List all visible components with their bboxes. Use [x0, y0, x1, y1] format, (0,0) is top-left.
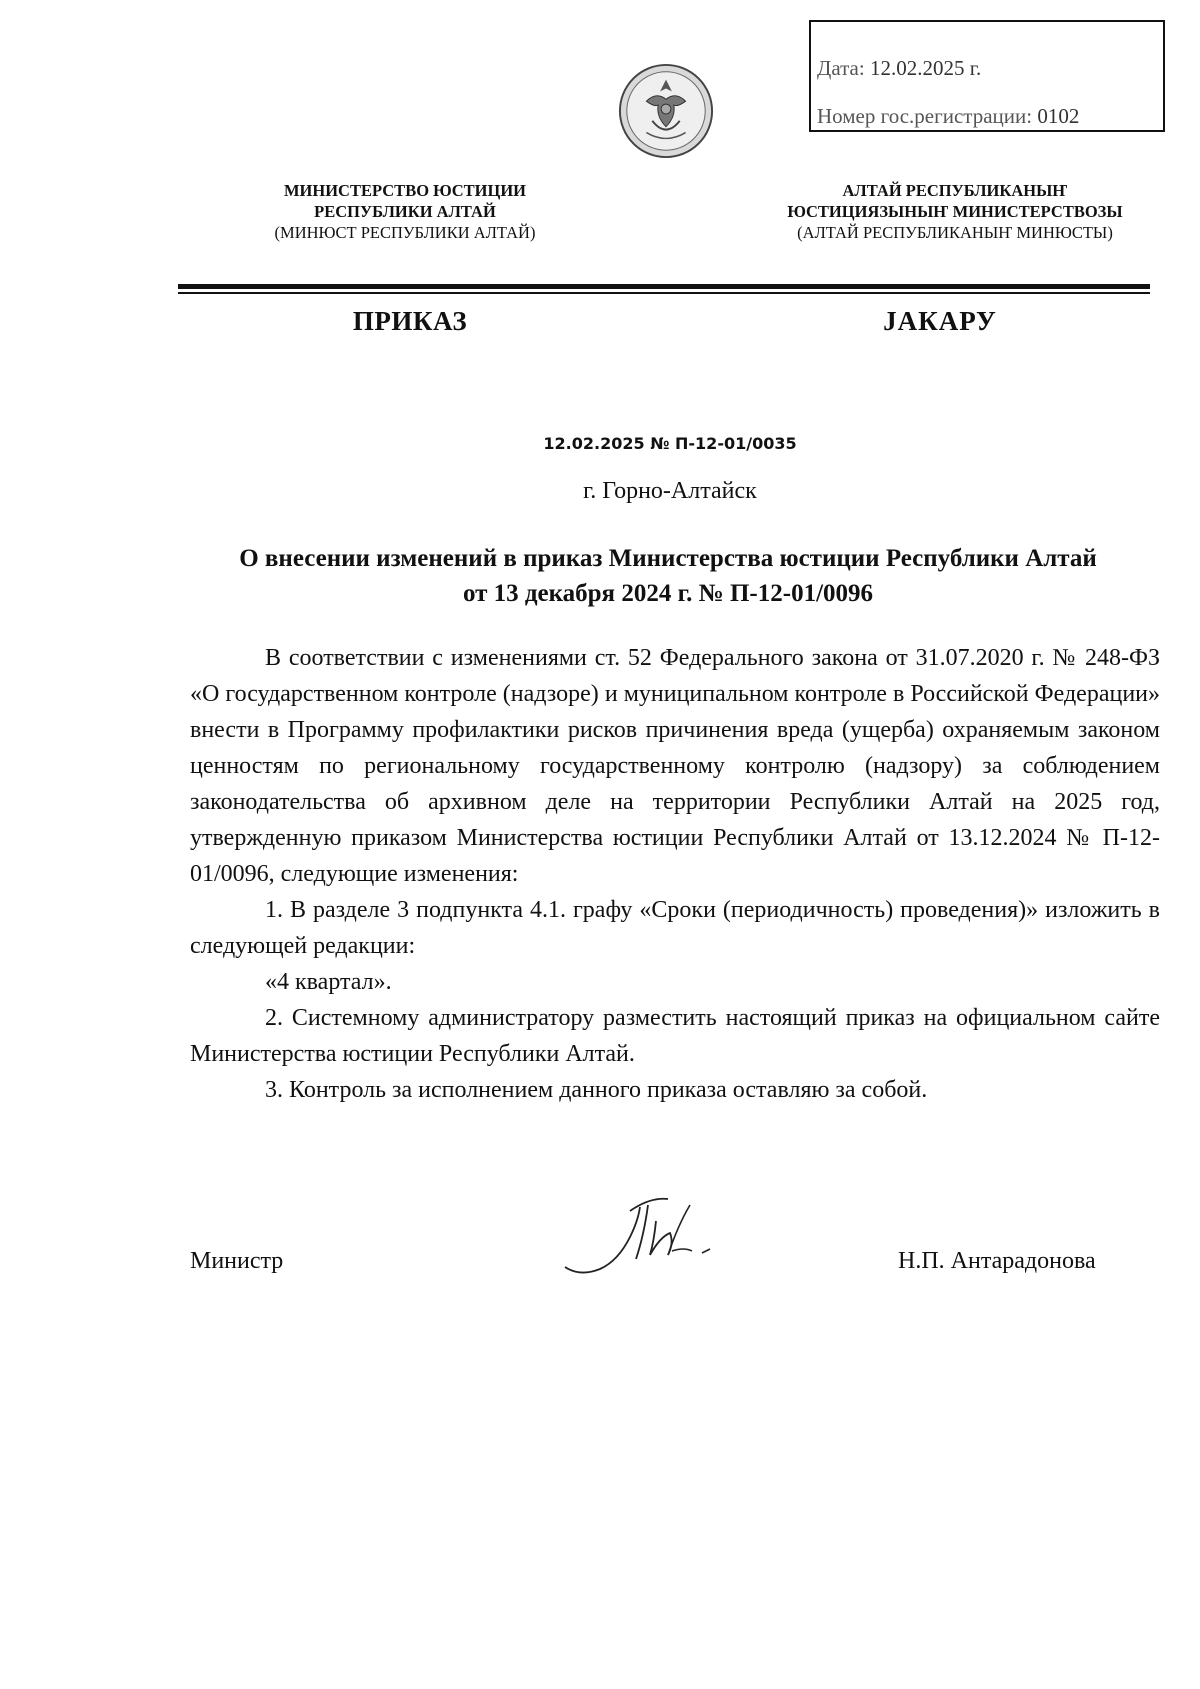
- registration-number-value: 0102: [1037, 104, 1080, 128]
- body-paragraph-intro: В соответствии с изменениями ст. 52 Федерального закона от 31.07.2020 г. № 248-ФЗ «О государственном контроле (надзоре) и муниципальном контроле в Российской Федерации» внести в Программу профилактики рисков причинения вреда (ущерба) охраняемым законом ценностям по региональному государственному контролю (надзору) за соблюдением законодательства об архивном деле на территории Республики Алтай на 2025 год, утвержденную приказом Министерства юстиции Республики Алтай от 13.12.2024 № П-12-01/0096, следующие изменения:: [190, 645, 1160, 887]
- ministry-ru-line3: (МИНЮСТ РЕСПУБЛИКИ АЛТАЙ): [274, 223, 536, 242]
- ministry-header-ru: [220, 180, 590, 243]
- registration-box: [809, 20, 1165, 132]
- ministry-alt-line3: (АЛТАЙ РЕСПУБЛИКАНЫҤ МИНЮСТЫ): [797, 223, 1113, 242]
- ministry-ru-line2: РЕСПУБЛИКИ АЛТАЙ: [314, 202, 496, 221]
- signatory-name: Н.П. Антарадонова: [898, 1248, 1096, 1274]
- ministry-ru-line1: МИНИСТЕРСТВО ЮСТИЦИИ: [283, 181, 526, 200]
- body-item-1: 1. В разделе 3 подпункта 4.1. графу «Сроки (периодичность) проведения)» изложить в следующей редакции:: [190, 897, 1160, 959]
- order-title-ru: ПРИКАЗ: [352, 306, 468, 336]
- body-item-1-quote: «4 квартал».: [265, 969, 392, 995]
- document-city: г. Горно-Алтайск: [583, 478, 757, 504]
- registration-number-row: [817, 92, 1163, 140]
- registration-number-label: Номер гос.регистрации:: [817, 104, 1033, 128]
- document-body: [190, 640, 1160, 1108]
- header-divider-thin: [178, 292, 1150, 294]
- header-divider-thick: [178, 284, 1150, 289]
- order-title-alt: ЈАКАРУ: [883, 306, 997, 336]
- coat-of-arms-emblem: [617, 62, 715, 160]
- registration-date-label: Дата:: [817, 56, 865, 80]
- ministry-alt-line1: АЛТАЙ РЕСПУБЛИКАНЫҤ: [842, 181, 1068, 200]
- ministry-alt-line2: ЮСТИЦИЯЗЫНЫҤ МИНИСТЕРСТВОЗЫ: [787, 202, 1123, 221]
- handwritten-signature: [560, 1185, 730, 1285]
- signatory-role: Министр: [190, 1248, 284, 1274]
- registration-date-row: [817, 44, 1163, 92]
- body-item-3: 3. Контроль за исполнением данного приказа оставляю за собой.: [265, 1077, 928, 1103]
- document-title-line2: от 13 декабря 2024 г. № П-12-01/0096: [462, 580, 874, 607]
- document-title-line1: О внесении изменений в приказ Министерства юстиции Республики Алтай: [239, 545, 1097, 572]
- document-number: 12.02.2025 № П-12-01/0035: [543, 434, 797, 453]
- body-item-2: 2. Системному администратору разместить настоящий приказ на официальном сайте Министерства юстиции Республики Алтай.: [190, 1005, 1160, 1067]
- ministry-header-alt: [750, 180, 1160, 243]
- registration-date-value: 12.02.2025 г.: [869, 56, 982, 80]
- document-title: [178, 541, 1158, 611]
